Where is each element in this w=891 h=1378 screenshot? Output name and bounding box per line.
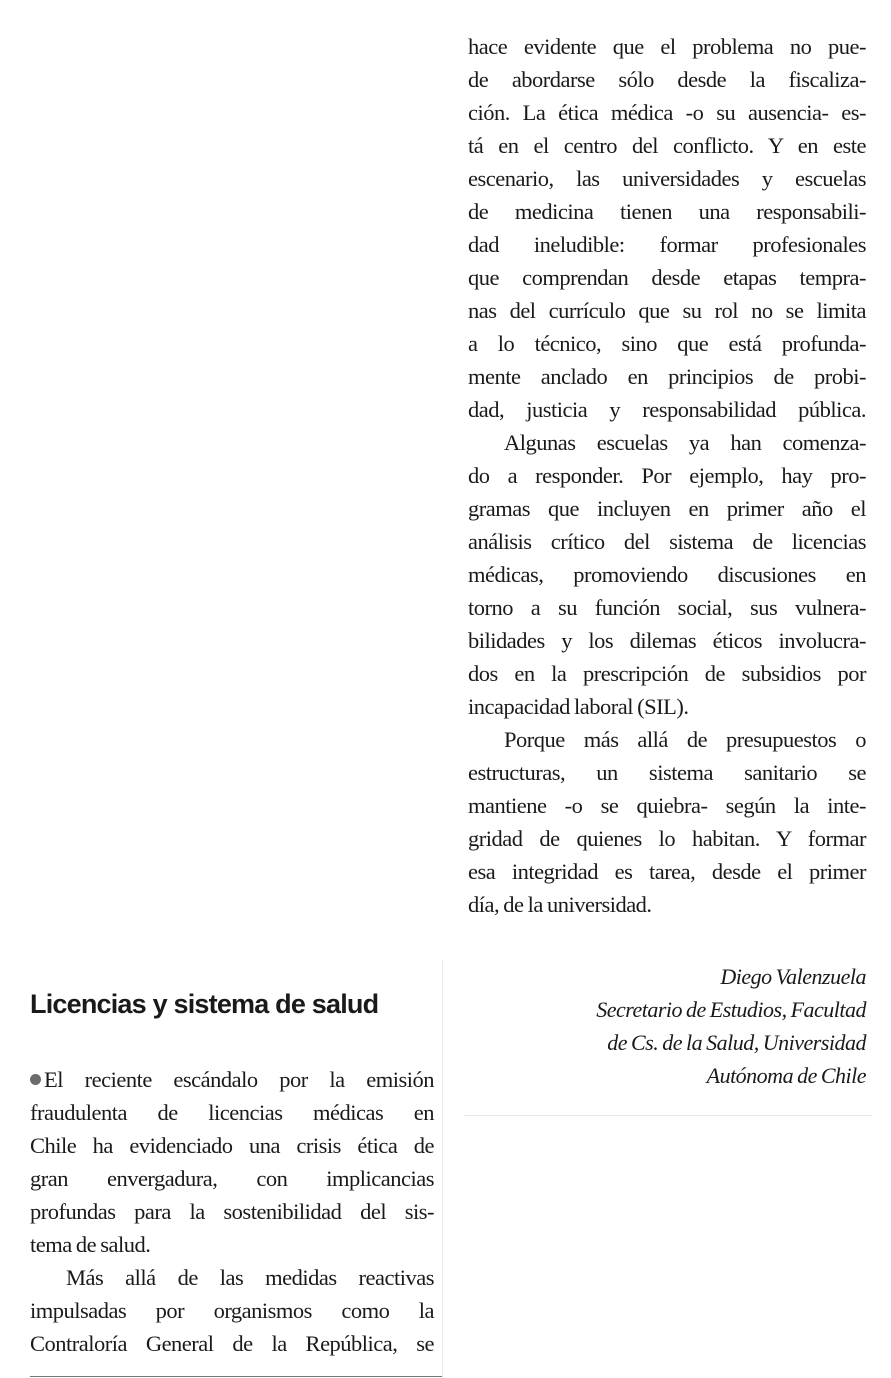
author-title: de Cs. de la Salud, Universidad: [607, 1030, 866, 1055]
body-line: a lo técnico, sino que está profunda-: [468, 331, 866, 356]
body-line: hace evidente que el problema no pue-: [468, 34, 866, 59]
body-line: médicas, promoviendo discusiones en: [468, 562, 866, 587]
body-line: ción. La ética médica -o su ausencia- es-: [468, 100, 866, 125]
body-line: [30, 1063, 434, 1096]
body-line-text: El reciente escándalo por la emisión: [44, 1067, 434, 1092]
body-line: torno a su función social, sus vulnera-: [468, 595, 866, 620]
body-line: gran envergadura, con implicancias: [30, 1166, 434, 1191]
body-line: de abordarse sólo desde la fiscaliza-: [468, 67, 866, 92]
body-line: que comprendan desde etapas tempra-: [468, 265, 866, 290]
body-line: profundas para la sostenibilidad del sis-: [30, 1199, 434, 1224]
bullet-icon: [30, 1074, 41, 1085]
body-line: nas del currículo que su rol no se limita: [468, 298, 866, 323]
body-line: mantiene -o se quiebra- según la inte-: [468, 793, 866, 818]
body-line: estructuras, un sistema sanitario se: [468, 760, 866, 785]
body-line: bilidades y los dilemas éticos involucra-: [468, 628, 866, 653]
body-line: Más allá de las medidas reactivas: [66, 1265, 434, 1290]
body-line: de medicina tienen una responsabili-: [468, 199, 866, 224]
body-line: Algunas escuelas ya han comenza-: [504, 430, 866, 455]
body-line: mente anclado en principios de probi-: [468, 364, 866, 389]
body-line: incapacidad laboral (SIL).: [468, 694, 689, 719]
column-divider: [464, 1115, 872, 1116]
body-line: impulsadas por organismos como la: [30, 1298, 434, 1323]
body-line: Contraloría General de la República, se: [30, 1331, 434, 1356]
body-line: do a responder. Por ejemplo, hay pro-: [468, 463, 866, 488]
body-line: dos en la prescripción de subsidios por: [468, 661, 866, 686]
body-line: día, de la universidad.: [468, 892, 652, 917]
author-title: Autónoma de Chile: [706, 1063, 866, 1088]
author-title: Secretario de Estudios, Facultad: [596, 997, 866, 1022]
body-line: gramas que incluyen en primer año el: [468, 496, 866, 521]
body-line: tema de salud.: [30, 1232, 151, 1257]
body-line: fraudulenta de licencias médicas en: [30, 1100, 434, 1125]
column-divider: [442, 960, 443, 1378]
body-line: esa integridad es tarea, desde el primer: [468, 859, 866, 884]
body-line: gridad de quienes lo habitan. Y formar: [468, 826, 866, 851]
letter-headline: Licencias y sistema de salud: [30, 989, 379, 1019]
author-name: Diego Valenzuela: [720, 964, 866, 989]
body-line: análisis crítico del sistema de licencias: [468, 529, 866, 554]
body-line: dad ineludible: formar profesionales: [468, 232, 866, 257]
bottom-rule: [30, 1376, 442, 1377]
body-line: Porque más allá de presupuestos o: [504, 727, 866, 752]
body-line: tá en el centro del conflicto. Y en este: [468, 133, 866, 158]
body-line: escenario, las universidades y escuelas: [468, 166, 866, 191]
body-line: Chile ha evidenciado una crisis ética de: [30, 1133, 434, 1158]
body-line: dad, justicia y responsabilidad pública.: [468, 397, 866, 422]
